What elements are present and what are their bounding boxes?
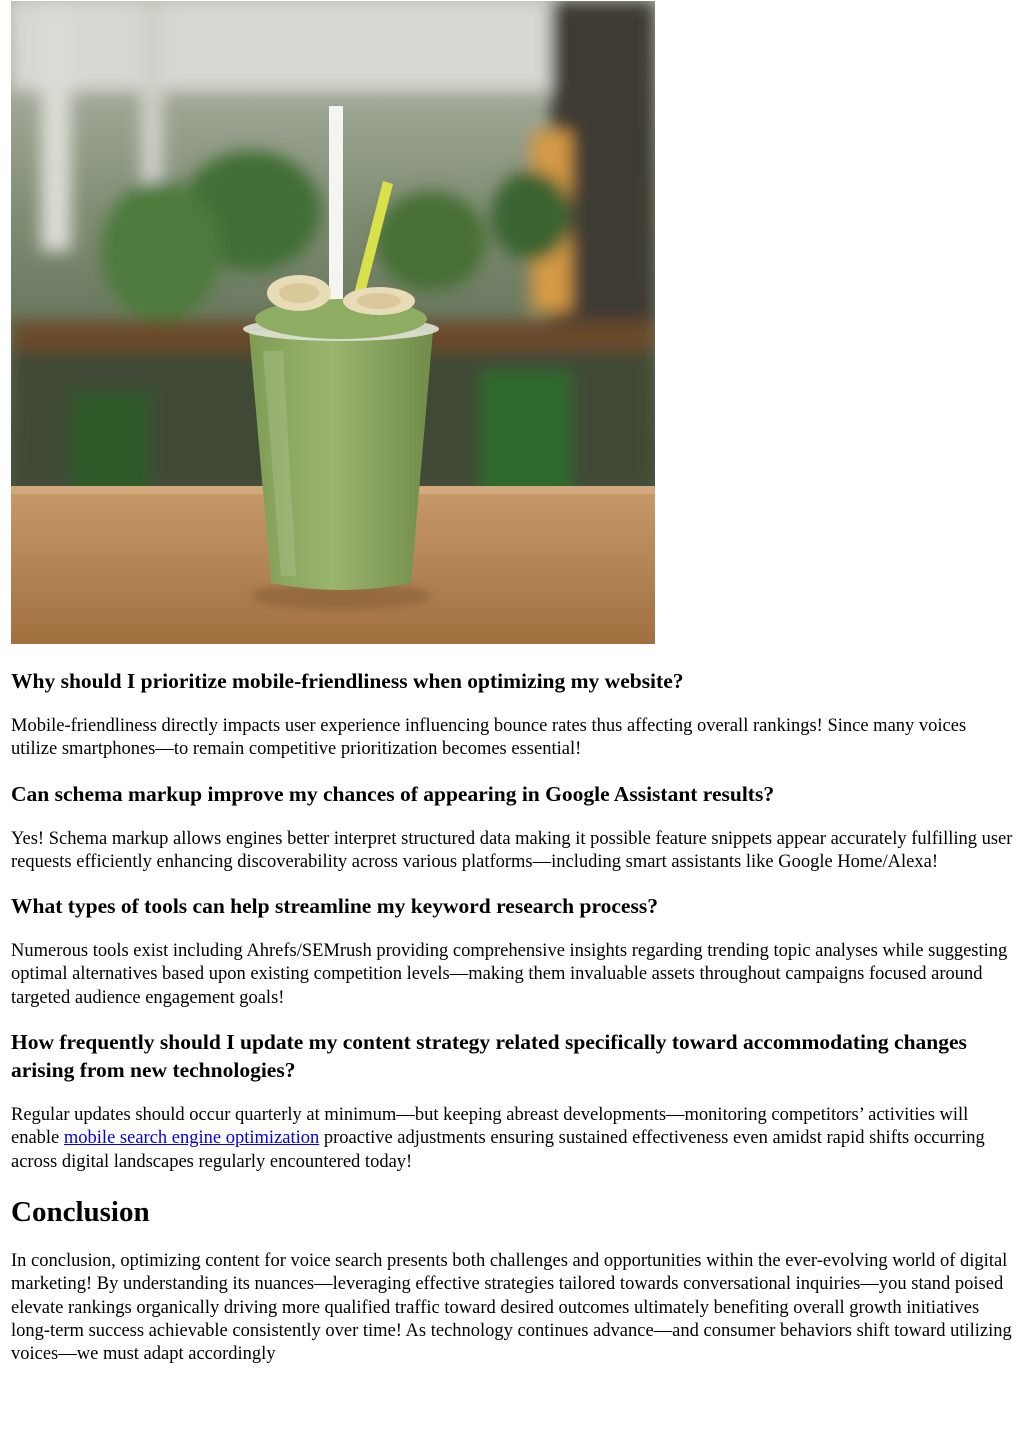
hero-image	[11, 1, 655, 644]
article-content	[11, 667, 1016, 1384]
faq-answer-4-end: proactive adjustments ensuring sustained effectiveness even amidst rapid shifts occurring across digital landscapes regularly encountered today!	[11, 1128, 985, 1172]
faq-answer-1: Mobile-friendliness directly impacts user experience influencing bounce rates thus affecting overall rankings! Since many voices utilize smartphones—to remain competitive prioritization becomes essential!	[11, 716, 967, 760]
faq-answer-3: Numerous tools exist including Ahrefs/SEMrush providing comprehensive insights regarding trending topic analyses while suggesting optimal alternatives based upon existing competition levels—making them invaluable assets throughout campaigns focused around targeted audience engagement goals!	[11, 941, 1008, 1008]
faq-answer-2: Yes! Schema markup allows engines better interpret structured data making it possible feature snippets appear accurately fulfilling user requests efficiently enhancing discoverability across various platforms—including smart assistants like Google Home/Alexa!	[11, 828, 1013, 872]
faq-question-4: How frequently should I update my content strategy related specifically toward accommodating changes arising from new technologies?	[11, 1030, 967, 1083]
mobile-seo-link[interactable]: mobile search engine optimization	[63, 1128, 320, 1149]
faq-answer-4-start: Regular updates should occur quarterly at minimum—but keeping abreast developments—monitoring competitors’ activities will enable	[11, 1105, 969, 1149]
faq-question-2: Can schema markup improve my chances of appearing in Google Assistant results?	[11, 781, 775, 806]
smoothie-photo	[11, 1, 655, 644]
conclusion-heading: Conclusion	[11, 1195, 150, 1228]
faq-question-3: What types of tools can help streamline my keyword research process?	[11, 894, 658, 919]
faq-answer-4	[11, 1104, 1016, 1174]
conclusion-text: In conclusion, optimizing content for voice search presents both challenges and opportunities within the ever-evolving world of digital marketing! By understanding its nuances—leveraging effective strategies tailored towards conversational inquiries—you stand poised elevate rankings organically driving more qualified traffic toward desired outcomes ultimately benefiting overall growth initiatives long-term success achievable consistently over time! As technology continues advance—and consumer behaviors shift toward utilizing voices—we must adapt accordingly	[11, 1250, 1012, 1365]
faq-question-1: Why should I prioritize mobile-friendliness when optimizing my website?	[11, 669, 684, 693]
